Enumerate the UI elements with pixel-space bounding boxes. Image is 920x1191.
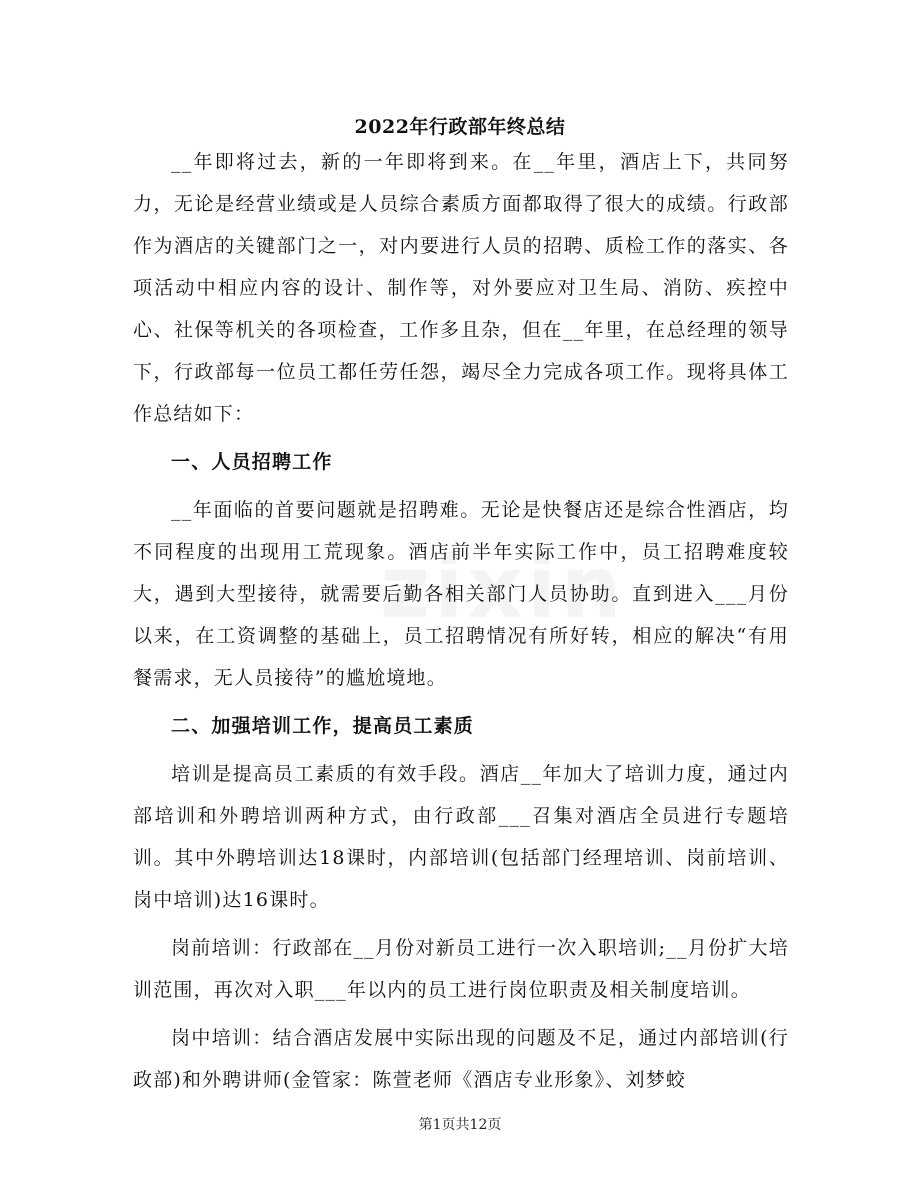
page-number: 第1页共12页: [418, 1117, 502, 1133]
document-body: [133, 141, 789, 1107]
section-heading-recruitment: 一、人员招聘工作: [171, 451, 333, 473]
inservice-training-paragraph: 岗中培训：结合酒店发展中实际出现的问题及不足，通过内部培训(行政部)和外聘讲师(金管家：陈萱老师《酒店专业形象》、刘梦蛟: [133, 1027, 789, 1091]
recruitment-paragraph: __年面临的首要问题就是招聘难。无论是快餐店还是综合性酒店，均不同程度的出现用工荒现象。酒店前半年实际工作中，员工招聘难度较大，遇到大型接待，就需要后勤各相关部门人员协助。直到进入___月份以来，在工资调整的基础上，员工招聘情况有所好转，相应的解决“有用餐需求，无人员接待”的尴尬境地。: [133, 499, 789, 689]
section-heading-training: 二、加强培训工作，提高员工素质: [171, 715, 475, 737]
document-title: 2022年行政部年终总结: [354, 116, 566, 138]
training-paragraph: 培训是提高员工素质的有效手段。酒店__年加大了培训力度，通过内部培训和外聘培训两种方式，由行政部___召集对酒店全员进行专题培训。其中外聘培训达18课时，内部培训(包括部门经理培训、岗前培训、岗中培训)达16课时。: [133, 763, 789, 911]
preservice-training-paragraph: 岗前培训：行政部在__月份对新员工进行一次入职培训;__月份扩大培训范围，再次对入职___年以内的员工进行岗位职责及相关制度培训。: [133, 937, 789, 1001]
intro-paragraph: __年即将过去，新的一年即将到来。在__年里，酒店上下，共同努力，无论是经营业绩或是人员综合素质方面都取得了很大的成绩。行政部作为酒店的关键部门之一，对内要进行人员的招聘、质检工作的落实、各项活动中相应内容的设计、制作等，对外要应对卫生局、消防、疾控中心、社保等机关的各项检查，工作多且杂，但在__年里，在总经理的领导下，行政部每一位员工都任劳任怨，竭尽全力完成各项工作。现将具体工作总结如下：: [133, 151, 789, 425]
